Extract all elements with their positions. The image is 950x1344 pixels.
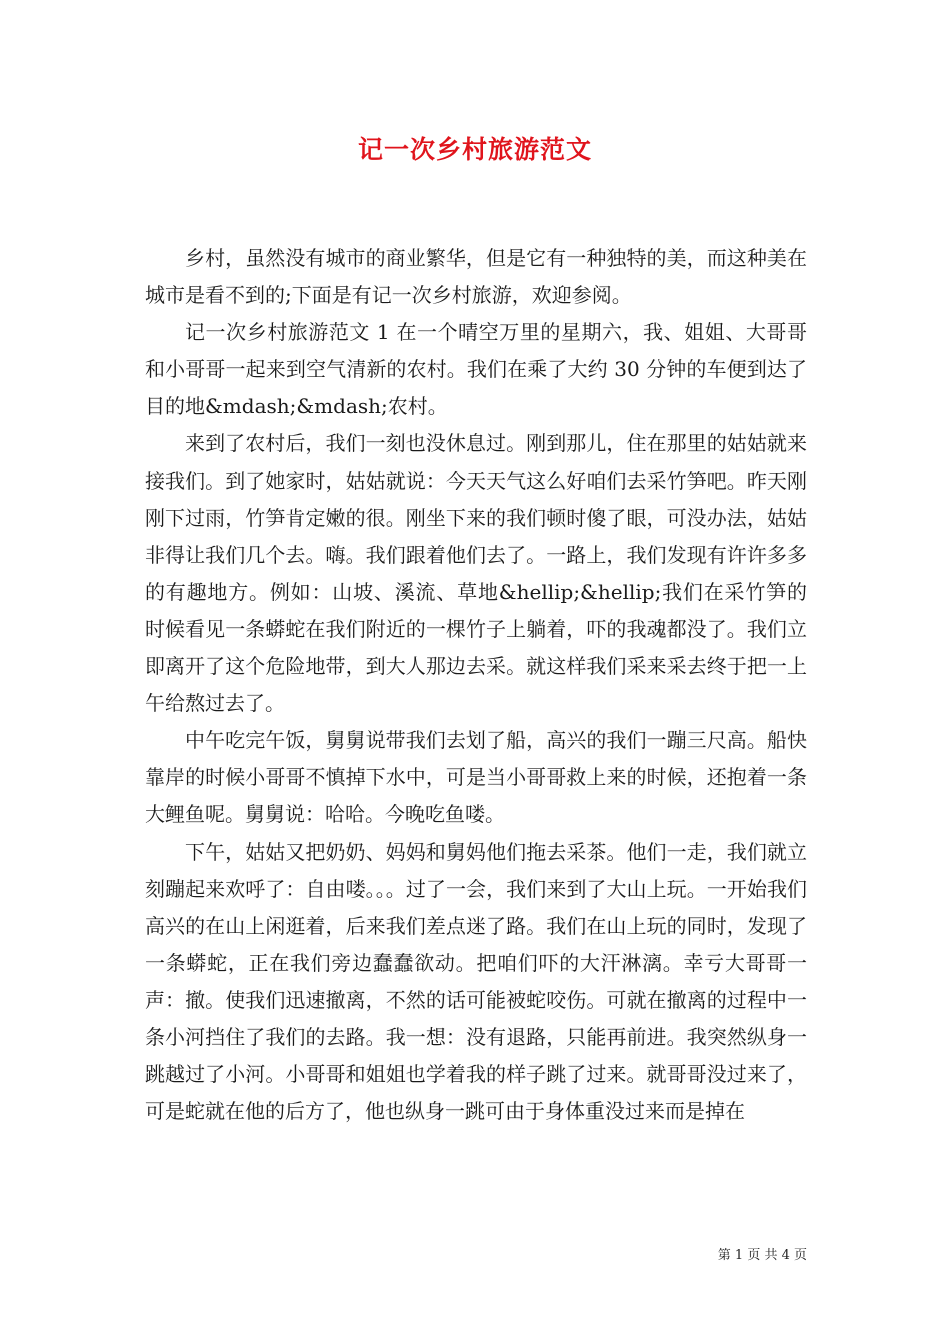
page-number-footer: 第 1 页 共 4 页 [717, 1248, 807, 1263]
document-title: 记一次乡村旅游范文 [357, 135, 592, 164]
paragraph: 记一次乡村旅游范文 1 在一个晴空万里的星期六，我、姐姐、大哥哥和小哥哥一起来到空气清新的农村。我们在乘了大约 30 分钟的车便到达了目的地&mdash;&mdash;农村。 [145, 320, 807, 419]
paragraph: 乡村，虽然没有城市的商业繁华，但是它有一种独特的美，而这种美在城市是看不到的;下面是有记一次乡村旅游，欢迎参阅。 [145, 246, 807, 308]
paragraph: 中午吃完午饭，舅舅说带我们去划了船，高兴的我们一蹦三尺高。船快靠岸的时候小哥哥不慎掉下水中，可是当小哥哥救上来的时候，还抱着一条大鲤鱼呢。舅舅说：哈哈。今晚吃鱼喽。 [145, 728, 807, 827]
document-body [145, 240, 807, 1130]
paragraph: 来到了农村后，我们一刻也没休息过。刚到那儿，住在那里的姑姑就来接我们。到了她家时，姑姑就说：今天天气这么好咱们去采竹笋吧。昨天刚刚下过雨，竹笋肯定嫩的很。刚坐下来的我们顿时傻了眼，可没办法，姑姑非得让我们几个去。嗨。我们跟着他们去了。一路上，我们发现有许许多多的有趣地方。例如：山坡、溪流、草地&hellip;&hellip;我们在采竹笋的时候看见一条蟒蛇在我们附近的一棵竹子上躺着，吓的我魂都没了。我们立即离开了这个危险地带，到大人那边去采。就这样我们采来采去终于把一上午给熬过去了。 [145, 431, 807, 716]
paragraph: 下午，姑姑又把奶奶、妈妈和舅妈他们拖去采茶。他们一走，我们就立刻蹦起来欢呼了：自由喽。。。过了一会，我们来到了大山上玩。一开始我们高兴的在山上闲逛着，后来我们差点迷了路。我们在山上玩的同时，发现了一条蟒蛇，正在我们旁边蠢蠢欲动。把咱们吓的大汗淋漓。幸亏大哥哥一声：撤。使我们迅速撤离，不然的话可能被蛇咬伤。可就在撤离的过程中一条小河挡住了我们的去路。我一想：没有退路，只能再前进。我突然纵身一跳越过了小河。小哥哥和姐姐也学着我的样子跳了过来。就哥哥没过来了，可是蛇就在他的后方了，他也纵身一跳可由于身体重没过来而是掉在 [145, 839, 807, 1124]
